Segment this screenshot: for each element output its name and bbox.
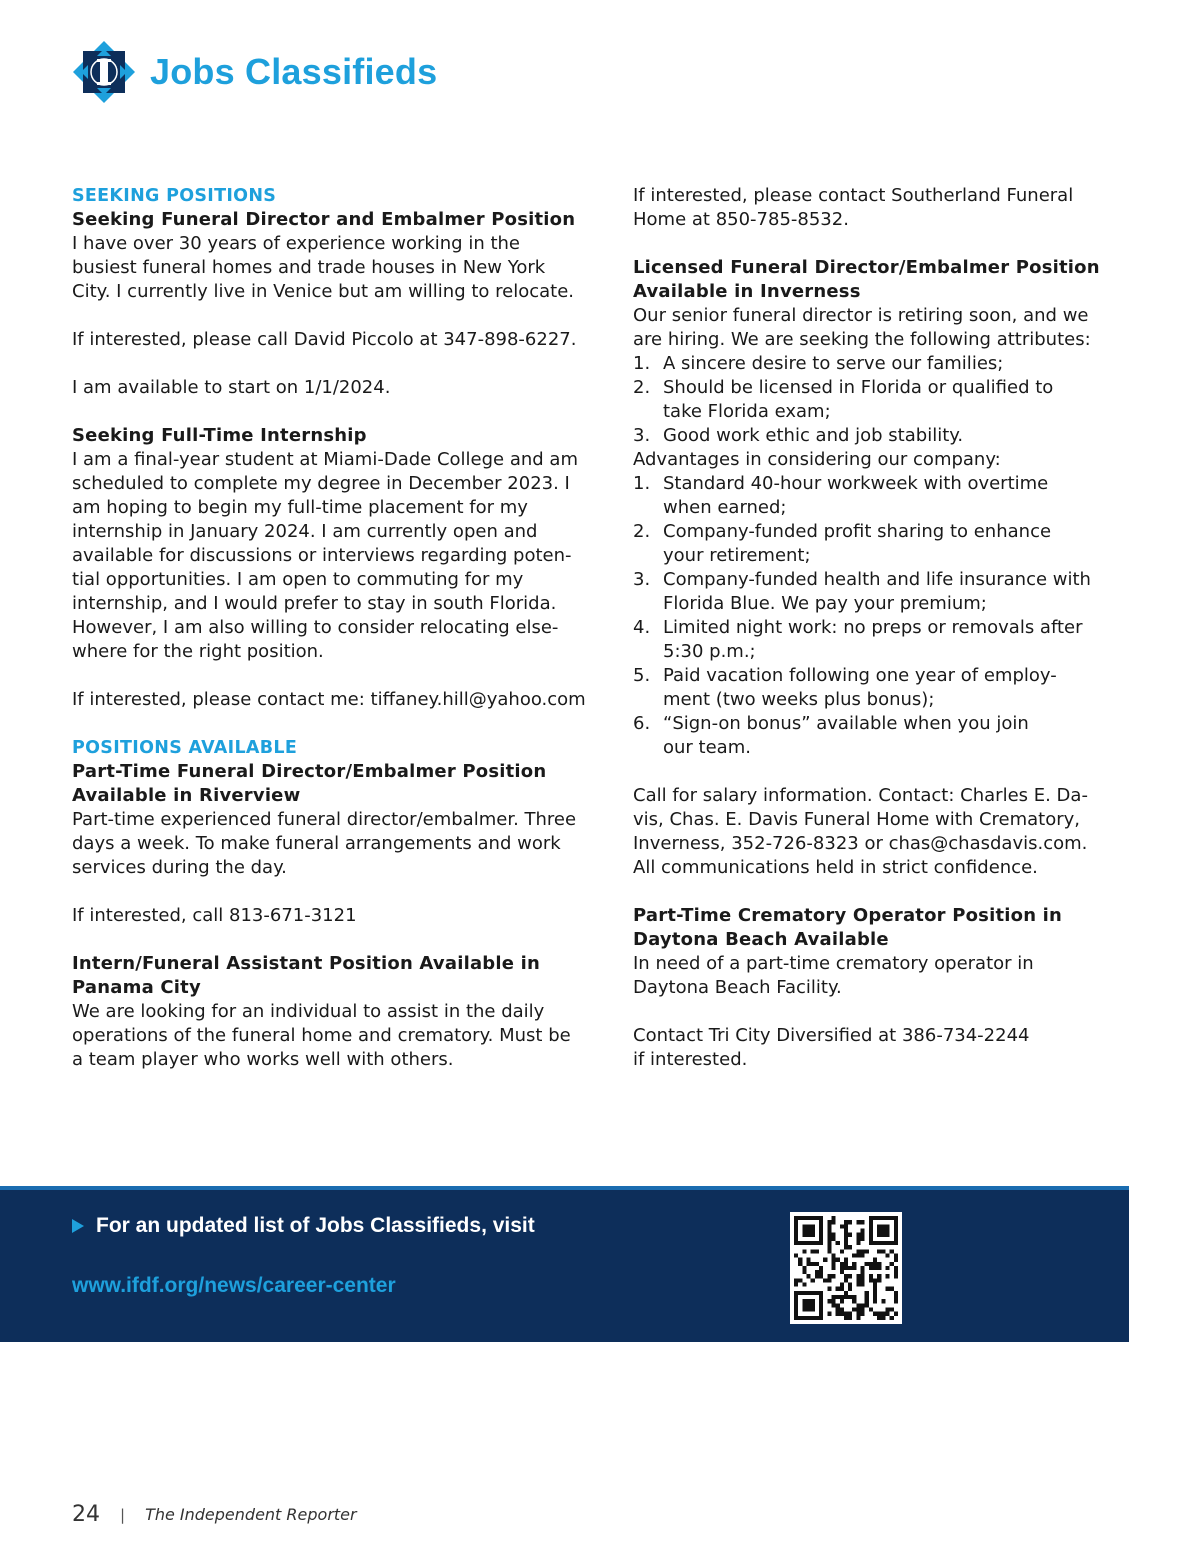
contact-text: Contact Tri City Diversified at 386-734-2244 [633, 1025, 1030, 1046]
text-line: are hiring. We are seeking the following attributes: [633, 329, 1091, 350]
text-line: I am available to start on 1/1/2024. [72, 377, 391, 398]
job-title: Part-Time Crematory Operator Position in [633, 905, 1063, 926]
text-line: scheduled to complete my degree in December 2023. I [72, 473, 570, 494]
contact-text: If interested, please contact me: tiffaney.hill@yahoo.com [72, 689, 586, 710]
qr-code[interactable] [790, 1212, 902, 1324]
page-footer [72, 1502, 357, 1527]
page-title: Jobs Classifieds [150, 51, 438, 92]
page-header [72, 38, 437, 106]
job-title: Seeking Full-Time Internship [72, 425, 367, 446]
text-line: Our senior funeral director is retiring soon, and we [633, 305, 1089, 326]
list-item: 3. Good work ethic and job stability. [633, 425, 964, 446]
list-item: 3. Company-funded health and life insurance with Florida Blue. We pay your premium; [633, 569, 1091, 614]
left-column [72, 184, 602, 1072]
arrow-right-icon [72, 1219, 84, 1233]
text-line: I have over 30 years of experience working in the [72, 233, 521, 254]
section-label-seeking: SEEKING POSITIONS [72, 186, 277, 206]
text-line: In need of a part-time crematory operator in [633, 953, 1034, 974]
text-line: Daytona Beach Facility. [633, 977, 842, 998]
ifdf-logo-icon [72, 40, 136, 104]
text-line: operations of the funeral home and crematory. Must be [72, 1025, 571, 1046]
job-title: Daytona Beach Available [633, 929, 889, 950]
banner-text [72, 1214, 535, 1238]
contact-text: vis, Chas. E. Davis Funeral Home with Crematory, [633, 809, 1081, 830]
text-line: internship in January 2024. I am currently open and [72, 521, 538, 542]
advantages-heading: Advantages in considering our company: [633, 449, 1001, 470]
text-line: where for the right position. [72, 641, 324, 662]
banner-label: For an updated list of Jobs Classifieds, visit [96, 1214, 535, 1237]
right-column [633, 184, 1108, 1072]
text-line: a team player who works well with others. [72, 1049, 454, 1070]
job-title: Part-Time Funeral Director/Embalmer Position [72, 761, 547, 782]
text-line: days a week. To make funeral arrangements and work [72, 833, 561, 854]
career-center-link[interactable]: www.ifdf.org/news/career-center [72, 1274, 396, 1297]
contact-text: If interested, please contact Southerland Funeral [633, 185, 1074, 206]
text-line: busiest funeral homes and trade houses in New York [72, 257, 546, 278]
publication-name: The Independent Reporter [145, 1505, 357, 1524]
separator: | [120, 1505, 126, 1524]
page-number: 24 [72, 1502, 100, 1527]
job-title: Available in Riverview [72, 785, 301, 806]
list-item: 2. Company-funded profit sharing to enhance your retirement; [633, 521, 1052, 566]
job-title: Panama City [72, 977, 201, 998]
text-line: City. I currently live in Venice but am willing to relocate. [72, 281, 575, 302]
list-item: 2. Should be licensed in Florida or qualified to take Florida exam; [633, 377, 1054, 422]
job-title: Intern/Funeral Assistant Position Available in [72, 953, 540, 974]
text-line: services during the day. [72, 857, 287, 878]
contact-text: Inverness, 352-726-8323 or chas@chasdavis.com. [633, 833, 1088, 854]
section-label-available: POSITIONS AVAILABLE [72, 738, 298, 758]
list-item: 6. “Sign-on bonus” available when you join our team. [633, 713, 1029, 758]
text-line: available for discussions or interviews regarding poten- [72, 545, 572, 566]
text-line: am hoping to begin my full-time placement for my [72, 497, 528, 518]
text-line: Part-time experienced funeral director/embalmer. Three [72, 809, 577, 830]
job-title: Available in Inverness [633, 281, 861, 302]
job-title: Licensed Funeral Director/Embalmer Position [633, 257, 1100, 278]
list-item: 4. Limited night work: no preps or removals after 5:30 p.m.; [633, 617, 1083, 662]
text-line: I am a final-year student at Miami-Dade College and am [72, 449, 578, 470]
list-item: 1. Standard 40-hour workweek with overtime when earned; [633, 473, 1049, 518]
job-title: Seeking Funeral Director and Embalmer Position [72, 209, 576, 230]
text-line: tial opportunities. I am open to commuting for my [72, 569, 524, 590]
contact-text: if interested. [633, 1049, 748, 1070]
text-line: However, I am also willing to consider relocating else- [72, 617, 559, 638]
contact-text: All communications held in strict confidence. [633, 857, 1038, 878]
career-center-banner [0, 1186, 1129, 1342]
text-line: internship, and I would prefer to stay in south Florida. [72, 593, 557, 614]
advantages-list [633, 472, 1108, 760]
contact-text: Call for salary information. Contact: Charles E. Da- [633, 785, 1088, 806]
contact-text: If interested, please call David Piccolo at 347-898-6227. [72, 329, 577, 350]
contact-text: If interested, call 813-671-3121 [72, 905, 357, 926]
list-item: 1. A sincere desire to serve our families; [633, 353, 1004, 374]
attributes-list [633, 352, 1108, 448]
text-line: We are looking for an individual to assist in the daily [72, 1001, 545, 1022]
contact-text: Home at 850-785-8532. [633, 209, 849, 230]
list-item: 5. Paid vacation following one year of employ- ment (two weeks plus bonus); [633, 665, 1057, 710]
qr-code-icon [794, 1216, 898, 1320]
